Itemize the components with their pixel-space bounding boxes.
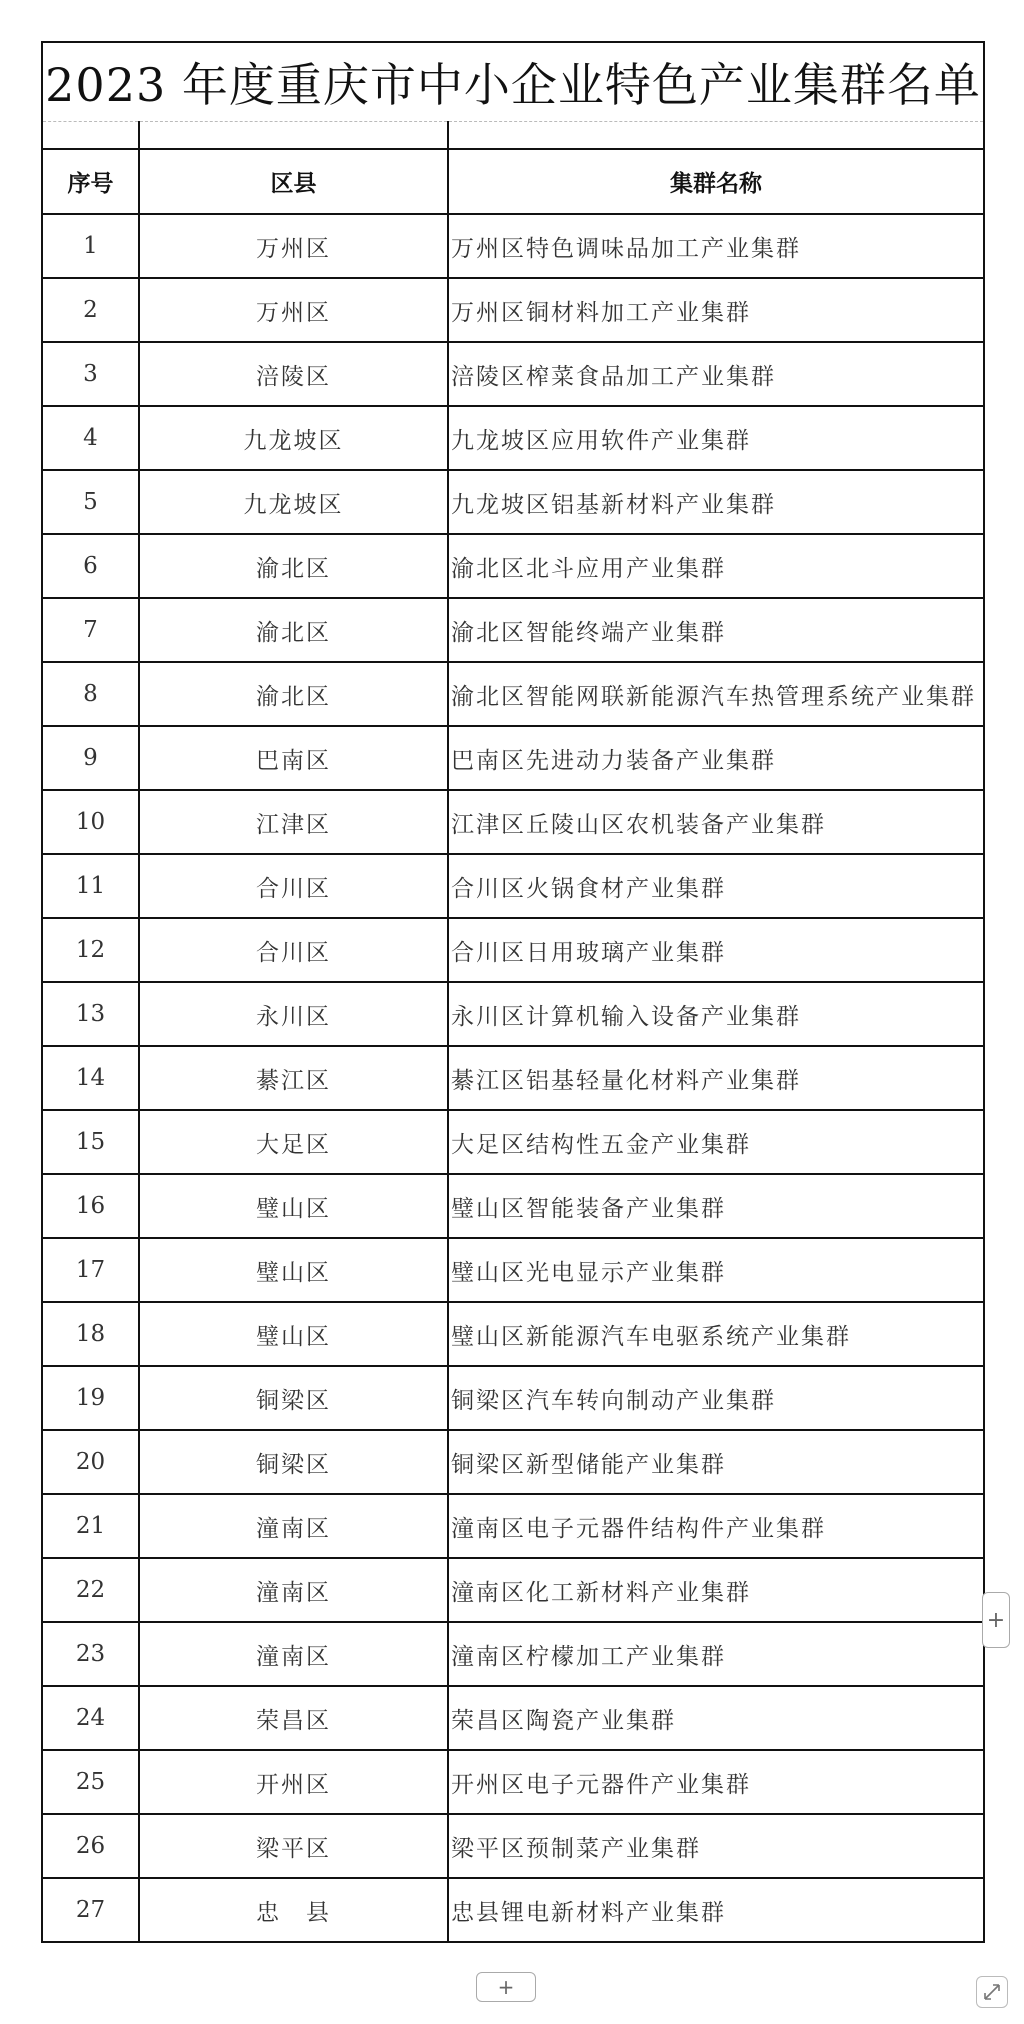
cluster-name-cell[interactable]: 万州区铜材料加工产业集群: [448, 278, 984, 342]
table-row: [42, 918, 984, 982]
table-row: [42, 214, 984, 278]
row-number-cell[interactable]: 14: [42, 1046, 139, 1110]
table-row: [42, 342, 984, 406]
table-row: [42, 1750, 984, 1814]
table-row: [42, 1558, 984, 1622]
district-cell[interactable]: 铜梁区: [139, 1430, 448, 1494]
district-cell[interactable]: 潼南区: [139, 1494, 448, 1558]
empty-cell[interactable]: [42, 122, 139, 150]
row-number-cell[interactable]: 15: [42, 1110, 139, 1174]
cluster-name-cell[interactable]: 江津区丘陵山区农机装备产业集群: [448, 790, 984, 854]
empty-row: [42, 122, 984, 150]
cluster-name-cell[interactable]: 大足区结构性五金产业集群: [448, 1110, 984, 1174]
row-number-cell[interactable]: 23: [42, 1622, 139, 1686]
resize-diagonal-icon[interactable]: [976, 1976, 1008, 2008]
row-number-cell[interactable]: 22: [42, 1558, 139, 1622]
cluster-name-cell[interactable]: 巴南区先进动力装备产业集群: [448, 726, 984, 790]
row-number-cell[interactable]: 2: [42, 278, 139, 342]
district-cell[interactable]: 万州区: [139, 214, 448, 278]
column-header-cluster[interactable]: 集群名称: [448, 149, 984, 214]
table-row: [42, 1622, 984, 1686]
cluster-name-cell[interactable]: 合川区火锅食材产业集群: [448, 854, 984, 918]
district-cell[interactable]: 璧山区: [139, 1238, 448, 1302]
title-row: [42, 42, 984, 122]
table-row: [42, 1366, 984, 1430]
district-cell[interactable]: 永川区: [139, 982, 448, 1046]
district-cell[interactable]: 荣昌区: [139, 1686, 448, 1750]
row-number-cell[interactable]: 7: [42, 598, 139, 662]
district-cell[interactable]: 合川区: [139, 918, 448, 982]
district-cell[interactable]: 忠 县: [139, 1878, 448, 1942]
cluster-name-cell[interactable]: 梁平区预制菜产业集群: [448, 1814, 984, 1878]
table-row: [42, 854, 984, 918]
table-row: [42, 534, 984, 598]
district-cell[interactable]: 梁平区: [139, 1814, 448, 1878]
cluster-name-cell[interactable]: 永川区计算机输入设备产业集群: [448, 982, 984, 1046]
district-cell[interactable]: 渝北区: [139, 662, 448, 726]
row-number-cell[interactable]: 24: [42, 1686, 139, 1750]
district-cell[interactable]: 铜梁区: [139, 1366, 448, 1430]
row-number-cell[interactable]: 5: [42, 470, 139, 534]
cluster-name-cell[interactable]: 开州区电子元器件产业集群: [448, 1750, 984, 1814]
table-row: [42, 1494, 984, 1558]
district-cell[interactable]: 渝北区: [139, 598, 448, 662]
row-number-cell[interactable]: 3: [42, 342, 139, 406]
cluster-name-cell[interactable]: 九龙坡区应用软件产业集群: [448, 406, 984, 470]
cluster-name-cell[interactable]: 潼南区柠檬加工产业集群: [448, 1622, 984, 1686]
district-cell[interactable]: 潼南区: [139, 1558, 448, 1622]
add-column-button[interactable]: +: [982, 1592, 1010, 1648]
table-row: [42, 598, 984, 662]
row-number-cell[interactable]: 18: [42, 1302, 139, 1366]
table-row: [42, 1046, 984, 1110]
row-number-cell[interactable]: 11: [42, 854, 139, 918]
cluster-name-cell[interactable]: 渝北区北斗应用产业集群: [448, 534, 984, 598]
row-number-cell[interactable]: 19: [42, 1366, 139, 1430]
row-number-cell[interactable]: 26: [42, 1814, 139, 1878]
row-number-cell[interactable]: 12: [42, 918, 139, 982]
cluster-name-cell[interactable]: 涪陵区榨菜食品加工产业集群: [448, 342, 984, 406]
district-cell[interactable]: 大足区: [139, 1110, 448, 1174]
cluster-name-cell[interactable]: 潼南区电子元器件结构件产业集群: [448, 1494, 984, 1558]
district-cell[interactable]: 綦江区: [139, 1046, 448, 1110]
cluster-list-table: [41, 41, 985, 1943]
row-number-cell[interactable]: 21: [42, 1494, 139, 1558]
row-number-cell[interactable]: 13: [42, 982, 139, 1046]
empty-cell[interactable]: [448, 122, 984, 150]
table-row: [42, 790, 984, 854]
district-cell[interactable]: 万州区: [139, 278, 448, 342]
add-row-button[interactable]: +: [476, 1972, 536, 2002]
cluster-name-cell[interactable]: 璧山区智能装备产业集群: [448, 1174, 984, 1238]
row-number-cell[interactable]: 16: [42, 1174, 139, 1238]
district-cell[interactable]: 潼南区: [139, 1622, 448, 1686]
row-number-cell[interactable]: 20: [42, 1430, 139, 1494]
district-cell[interactable]: 璧山区: [139, 1174, 448, 1238]
table-row: [42, 406, 984, 470]
table-row: [42, 278, 984, 342]
table-row: [42, 1430, 984, 1494]
table-row: [42, 726, 984, 790]
row-number-cell[interactable]: 9: [42, 726, 139, 790]
document-title[interactable]: 2023 年度重庆市中小企业特色产业集群名单: [42, 42, 984, 122]
cluster-name-cell[interactable]: 綦江区铝基轻量化材料产业集群: [448, 1046, 984, 1110]
column-header-district[interactable]: 区县: [139, 149, 448, 214]
cluster-name-cell[interactable]: 铜梁区新型储能产业集群: [448, 1430, 984, 1494]
cluster-name-cell[interactable]: 荣昌区陶瓷产业集群: [448, 1686, 984, 1750]
row-number-cell[interactable]: 4: [42, 406, 139, 470]
table-row: [42, 1174, 984, 1238]
cluster-name-cell[interactable]: 九龙坡区铝基新材料产业集群: [448, 470, 984, 534]
district-cell[interactable]: 九龙坡区: [139, 406, 448, 470]
district-cell[interactable]: 涪陵区: [139, 342, 448, 406]
column-header-no[interactable]: 序号: [42, 149, 139, 214]
district-cell[interactable]: 开州区: [139, 1750, 448, 1814]
row-number-cell[interactable]: 6: [42, 534, 139, 598]
cluster-name-cell[interactable]: 忠县锂电新材料产业集群: [448, 1878, 984, 1942]
cluster-name-cell[interactable]: 渝北区智能终端产业集群: [448, 598, 984, 662]
district-cell[interactable]: 巴南区: [139, 726, 448, 790]
row-number-cell[interactable]: 1: [42, 214, 139, 278]
cluster-name-cell[interactable]: 潼南区化工新材料产业集群: [448, 1558, 984, 1622]
cluster-name-cell[interactable]: 合川区日用玻璃产业集群: [448, 918, 984, 982]
table-row: [42, 1878, 984, 1942]
cluster-name-cell[interactable]: 万州区特色调味品加工产业集群: [448, 214, 984, 278]
district-cell[interactable]: 江津区: [139, 790, 448, 854]
row-number-cell[interactable]: 17: [42, 1238, 139, 1302]
table-row: [42, 1686, 984, 1750]
district-cell[interactable]: 合川区: [139, 854, 448, 918]
table-row: [42, 662, 984, 726]
table-row: [42, 1814, 984, 1878]
cluster-name-cell[interactable]: 铜梁区汽车转向制动产业集群: [448, 1366, 984, 1430]
cluster-name-cell[interactable]: 璧山区光电显示产业集群: [448, 1238, 984, 1302]
table-row: [42, 470, 984, 534]
district-cell[interactable]: 渝北区: [139, 534, 448, 598]
district-cell[interactable]: 璧山区: [139, 1302, 448, 1366]
empty-cell[interactable]: [139, 122, 448, 150]
cluster-name-cell[interactable]: 渝北区智能网联新能源汽车热管理系统产业集群: [448, 662, 984, 726]
row-number-cell[interactable]: 10: [42, 790, 139, 854]
cluster-name-cell[interactable]: 璧山区新能源汽车电驱系统产业集群: [448, 1302, 984, 1366]
table-row: [42, 1238, 984, 1302]
table-row: [42, 1302, 984, 1366]
table-row: [42, 982, 984, 1046]
district-cell[interactable]: 九龙坡区: [139, 470, 448, 534]
row-number-cell[interactable]: 8: [42, 662, 139, 726]
table-row: [42, 1110, 984, 1174]
row-number-cell[interactable]: 25: [42, 1750, 139, 1814]
header-row: [42, 149, 984, 214]
row-number-cell[interactable]: 27: [42, 1878, 139, 1942]
